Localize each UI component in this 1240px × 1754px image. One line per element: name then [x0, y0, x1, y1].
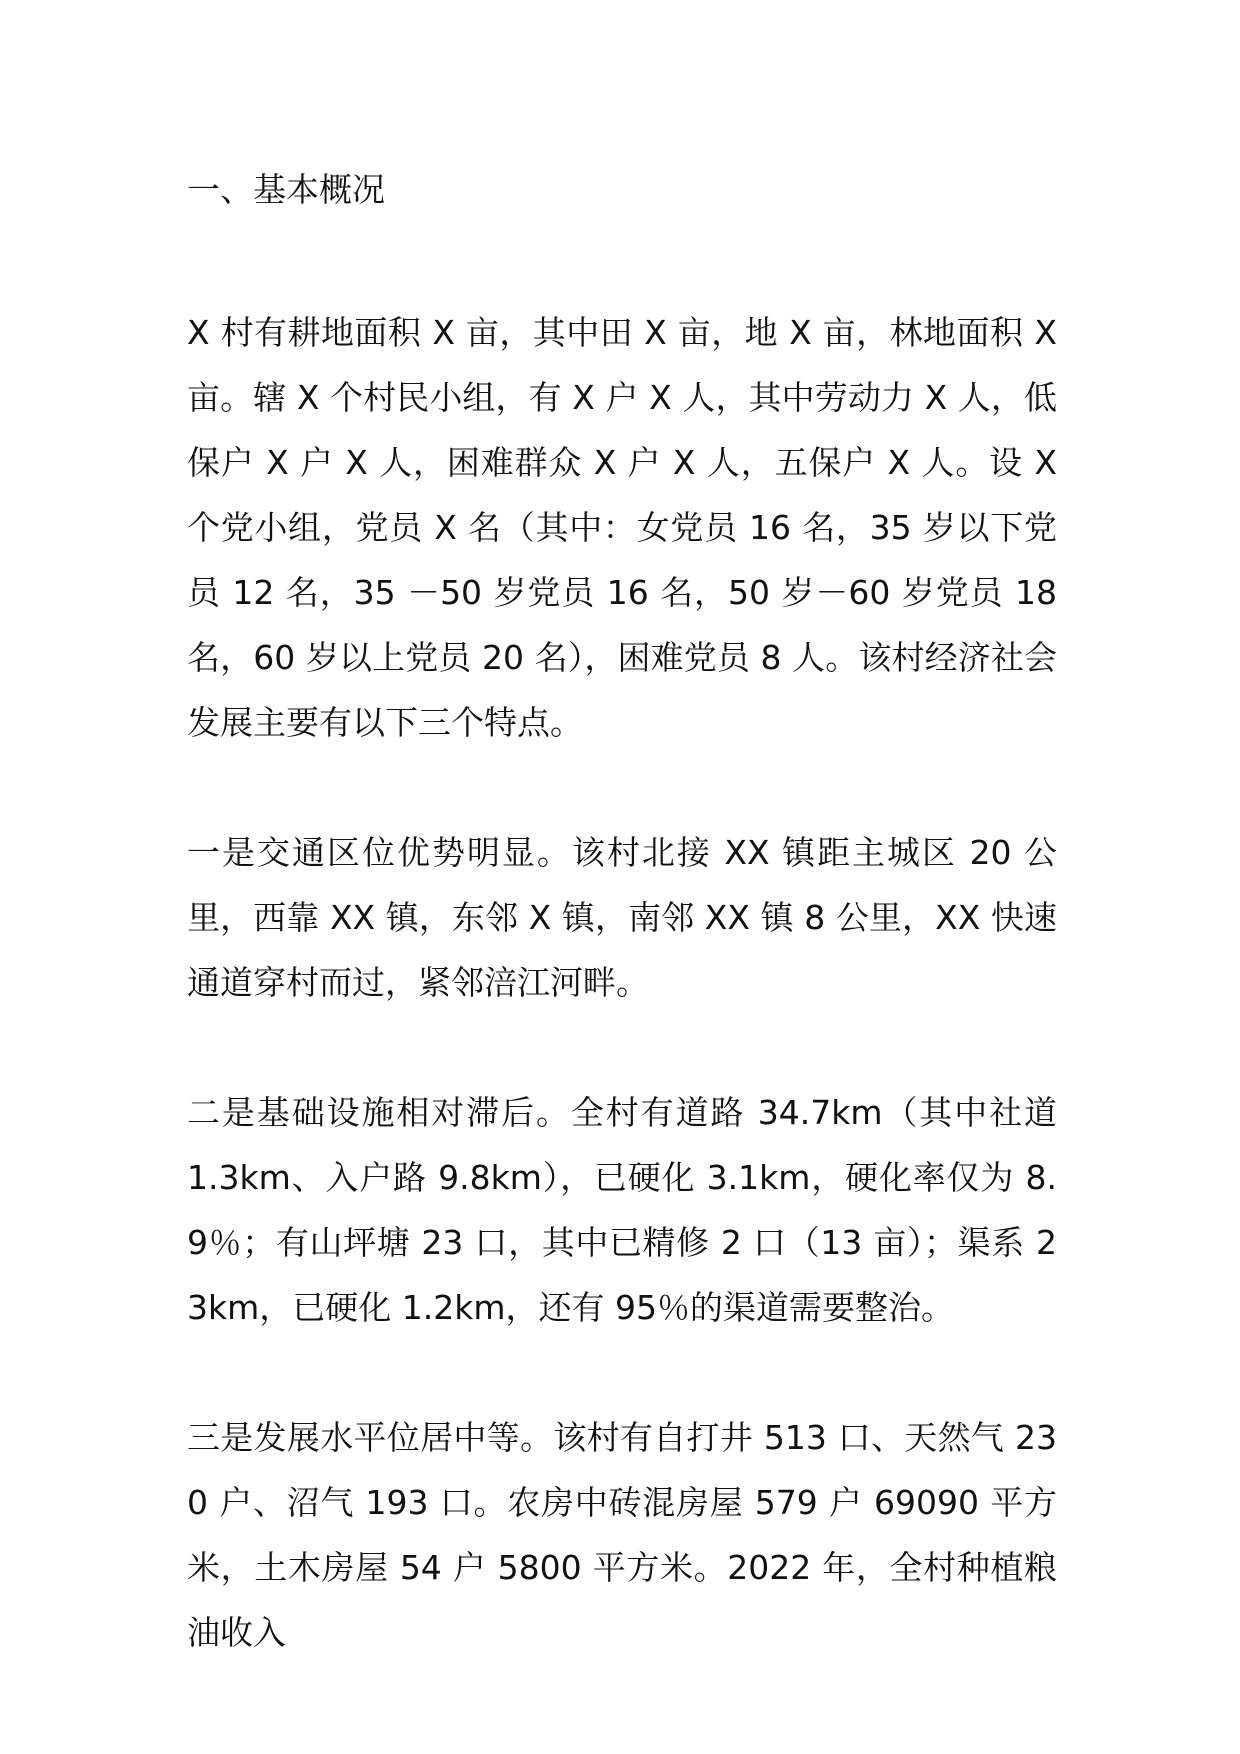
- paragraph-development: 三是发展水平位居中等。该村有自打井 513 口、天然气 230 户、沼气 193 口。农房中砖混房屋 579 户 69090 平方米，土木房屋 54 户 5800 平方米。2022 年，全村种植粮油收入: [187, 1418, 1057, 1652]
- document-body: [187, 170, 1057, 1730]
- paragraph-overview: X 村有耕地面积 X 亩，其中田 X 亩，地 X 亩，林地面积 X 亩。辖 X 个村民小组，有 X 户 X 人，其中劳动力 X 人，低保户 X 户 X 人，困难群众 X 户 X 人，五保户 X 人。设 X 个党小组，党员 X 名（其中：女党员 16 名，35 岁以下党员 12 名，35 －50 岁党员 16 名，50 岁－60 岁党员 18 名，60 岁以上党员 20 名），困难党员 8 人。该村经济社会发展主要有以下三个特点。: [187, 313, 1057, 742]
- paragraph-transport: 一是交通区位优势明显。该村北接 XX 镇距主城区 20 公里，西靠 XX 镇，东邻 X 镇，南邻 XX 镇 8 公里，XX 快速通道穿村而过，紧邻涪江河畔。: [187, 833, 1057, 1002]
- paragraph-infrastructure: 二是基础设施相对滞后。全村有道路 34.7km（其中社道 1.3km、入户路 9.8km），已硬化 3.1km，硬化率仅为 8.9％；有山坪塘 23 口，其中已精修 2 口（13 亩）；渠系 23km，已硬化 1.2km，还有 95％的渠道需要整治。: [187, 1093, 1057, 1327]
- section-heading: 一、基本概况: [187, 170, 385, 209]
